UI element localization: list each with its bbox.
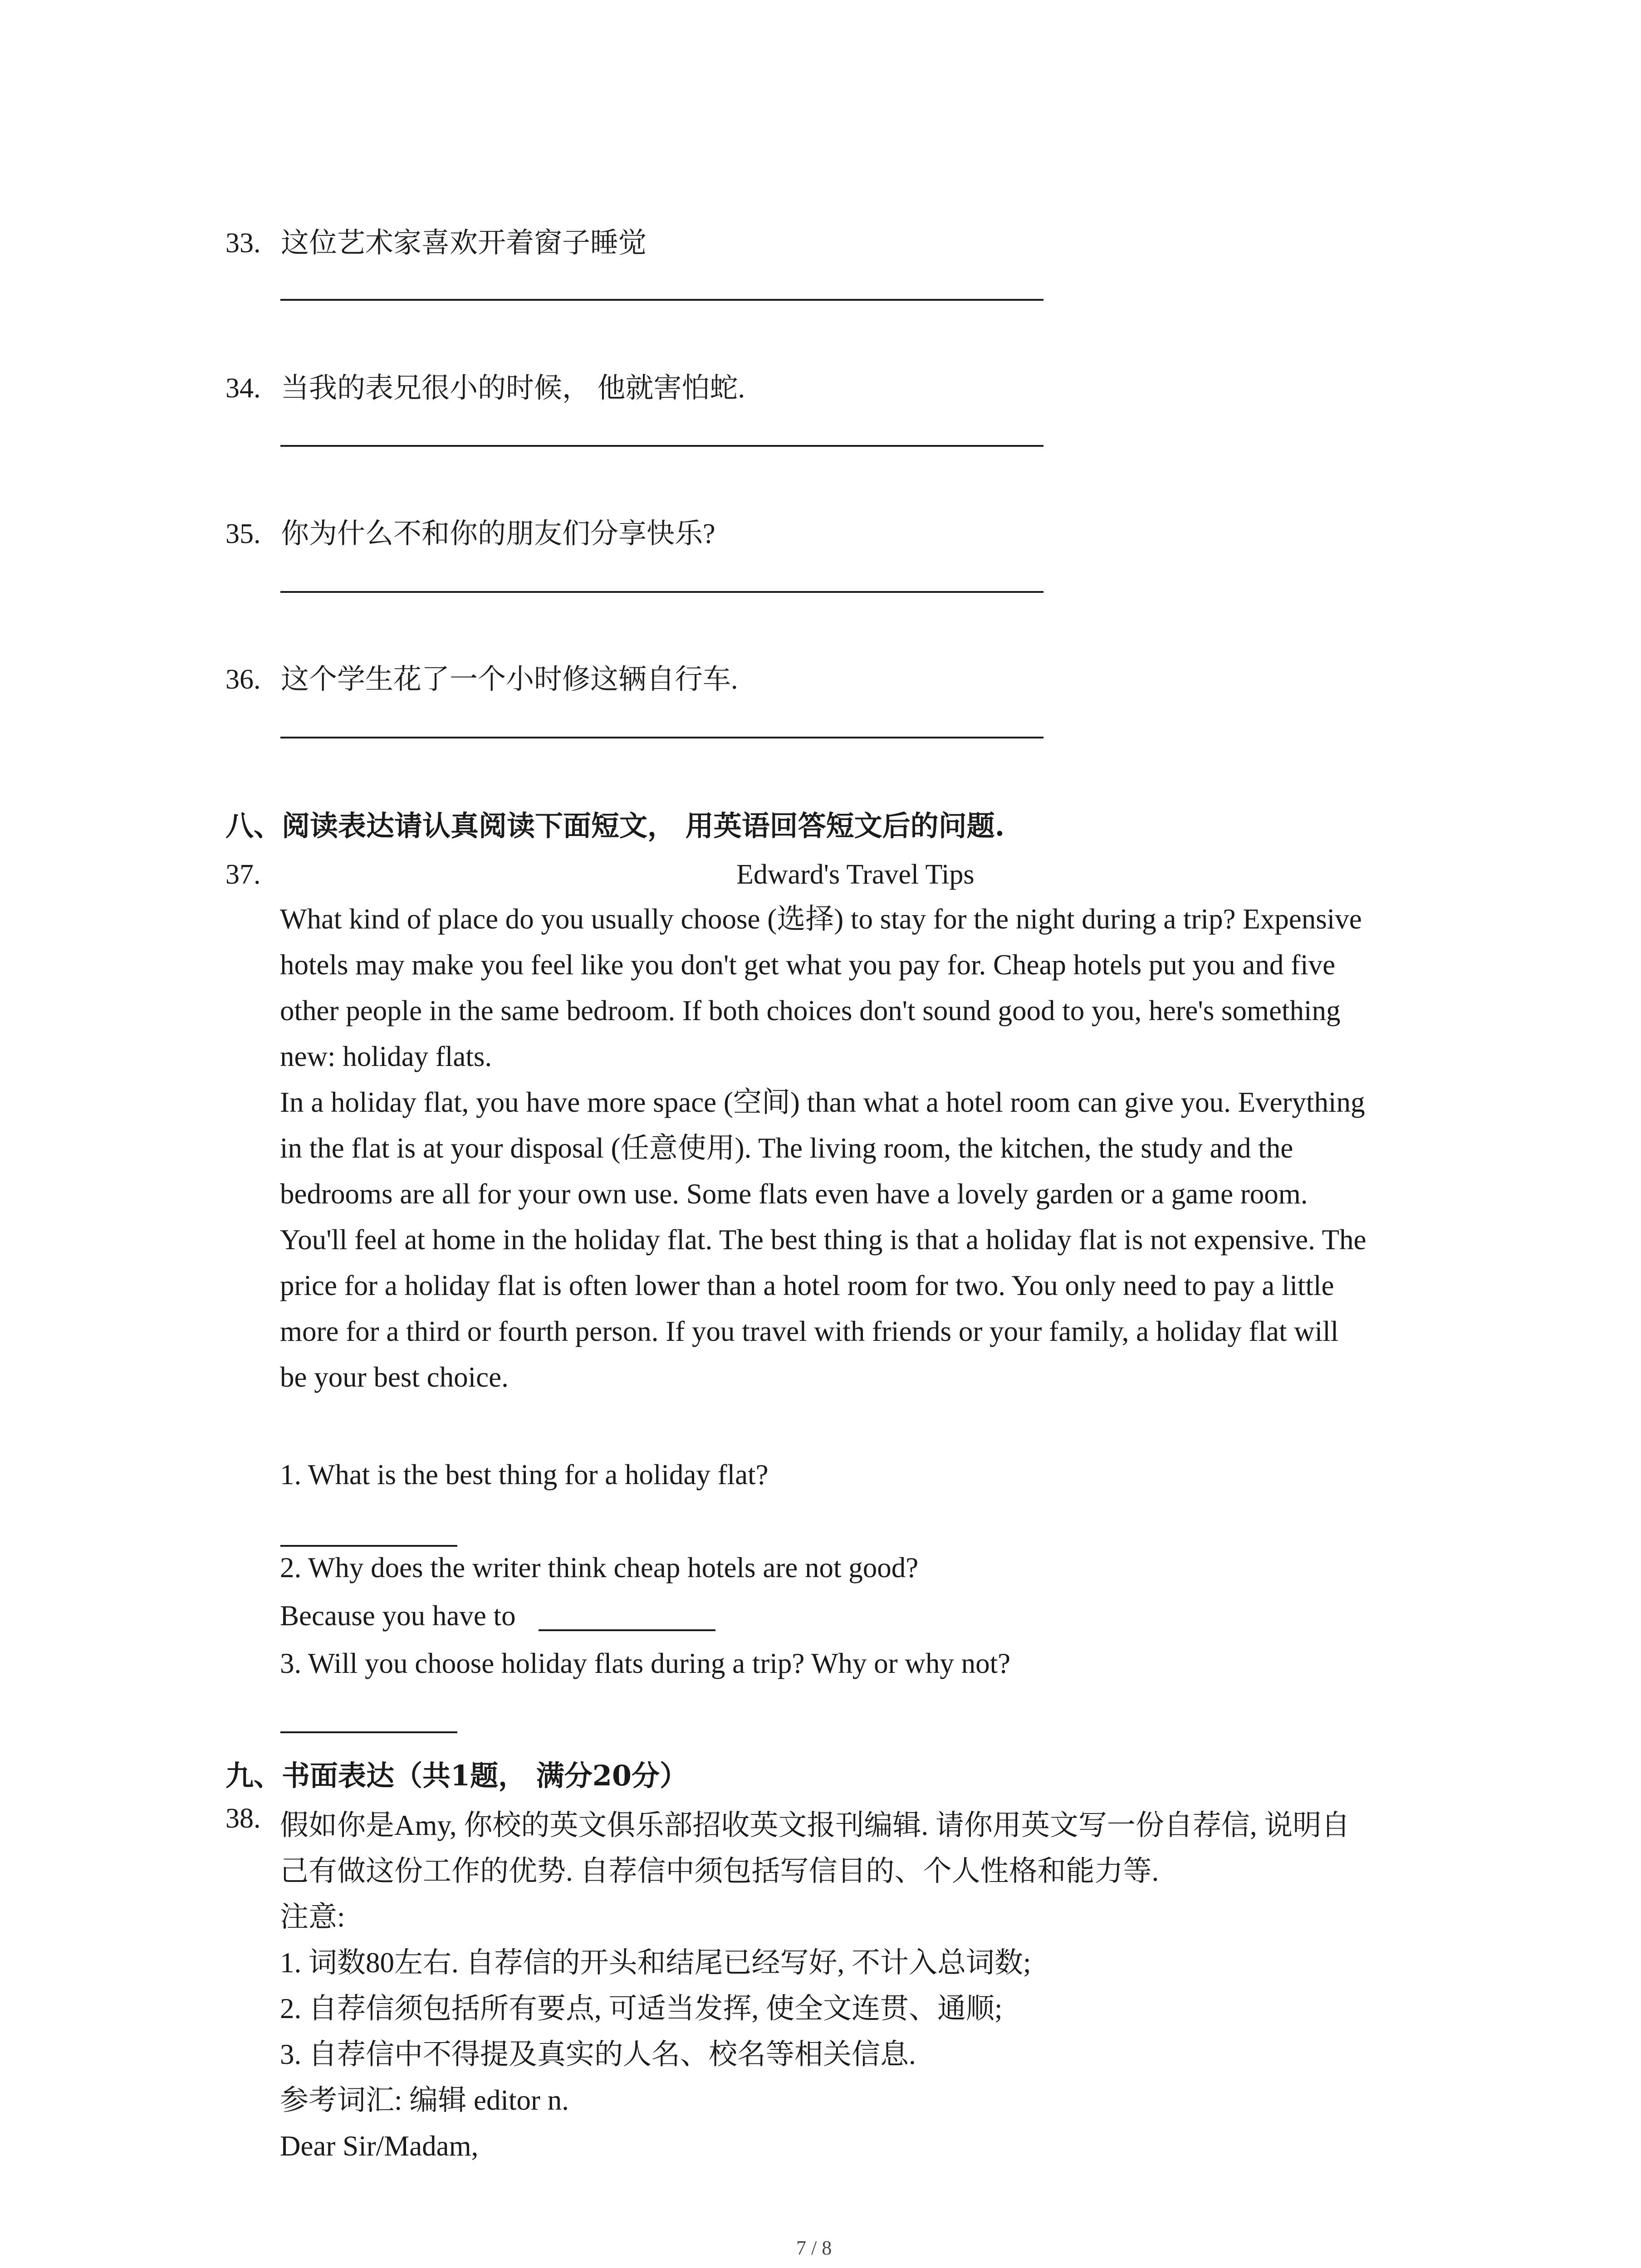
section-9-heading: 九、书面表达（共1题， 满分20分） — [225, 1759, 688, 1792]
question-34 — [225, 365, 745, 406]
question-text: 这位艺术家喜欢开着窗子睡觉 — [281, 228, 647, 259]
question-35 — [225, 511, 715, 551]
passage-line: new: holiday flats. — [280, 1041, 492, 1072]
answer-line-33[interactable] — [280, 299, 1043, 301]
passage-line: What kind of place do you usually choose (选择) to stay for the night during a trip? Expensive — [280, 903, 1362, 935]
question-37-number: 37. — [225, 859, 261, 890]
writing-task — [280, 1803, 1350, 2169]
question-33 — [225, 220, 647, 260]
task-line: 己有做这份工作的优势. 自荐信中须包括写信目的、个人性格和能力等. — [280, 1855, 1159, 1887]
reading-question-2: 2. Why does the writer think cheap hotels are not good? — [280, 1552, 919, 1584]
passage-line: In a holiday flat, you have more space (空间) than what a hotel room can give you. Everything — [280, 1086, 1365, 1118]
question-38-number: 38. — [225, 1803, 261, 1834]
passage-title: Edward's Travel Tips — [736, 859, 975, 890]
task-line: 1. 词数80左右. 自荐信的开头和结尾已经写好, 不计入总词数; — [280, 1947, 1031, 1979]
question-number: 35. — [225, 518, 261, 549]
section-8-heading: 八、阅读表达请认真阅读下面短文， 用英语回答短文后的问题. — [225, 809, 1005, 842]
reading-question-1: 1. What is the best thing for a holiday flat? — [280, 1459, 769, 1491]
passage-line: other people in the same bedroom. If both choices don't sound good to you, here's something — [280, 995, 1341, 1026]
task-line: Dear Sir/Madam, — [280, 2130, 479, 2162]
question-text: 当我的表兄很小的时候， 他就害怕蛇. — [281, 373, 745, 404]
passage-line: bedrooms are all for your own use. Some flats even have a lovely garden or a game room. — [280, 1178, 1308, 1210]
answer-line-36[interactable] — [280, 737, 1043, 738]
task-line: 参考词汇: 编辑 editor n. — [280, 2084, 569, 2116]
answer-line-q3[interactable] — [280, 1731, 457, 1733]
passage-line: price for a holiday flat is often lower than a hotel room for two. You only need to pay a little — [280, 1270, 1334, 1301]
answer-line-35[interactable] — [280, 591, 1043, 593]
question-text: 这个学生花了一个小时修这辆自行车. — [281, 664, 738, 695]
passage — [280, 896, 1366, 1400]
passage-line: more for a third or fourth person. If you travel with friends or your family, a holiday flat will — [280, 1315, 1339, 1347]
question-number: 33. — [225, 228, 261, 259]
reading-question-2-prompt: Because you have to — [280, 1600, 516, 1632]
answer-line-34[interactable] — [280, 445, 1043, 447]
task-line: 2. 自荐信须包括所有要点, 可适当发挥, 使全文连贯、通顺; — [280, 1993, 1003, 2024]
question-36 — [225, 656, 738, 697]
passage-line: in the flat is at your disposal (任意使用). The living room, the kitchen, the study and the — [280, 1132, 1293, 1164]
answer-line-q2[interactable] — [539, 1629, 715, 1631]
passage-line: hotels may make you feel like you don't get what you pay for. Cheap hotels put you and five — [280, 949, 1336, 981]
question-number: 34. — [225, 373, 261, 404]
page-number: 7 / 8 — [796, 2237, 832, 2259]
task-line: 假如你是Amy, 你校的英文俱乐部招收英文报刊编辑. 请你用英文写一份自荐信, 说明自 — [280, 1809, 1350, 1841]
reading-question-3: 3. Will you choose holiday flats during a trip? Why or why not? — [280, 1647, 1011, 1679]
task-line: 3. 自荐信中不得提及真实的人名、校名等相关信息. — [280, 2038, 916, 2070]
passage-line: You'll feel at home in the holiday flat. The best thing is that a holiday flat is not expensive. The — [280, 1224, 1367, 1256]
passage-line: be your best choice. — [280, 1361, 509, 1393]
question-text: 你为什么不和你的朋友们分享快乐? — [281, 518, 715, 549]
task-line: 注意: — [280, 1901, 345, 1933]
question-number: 36. — [225, 664, 261, 695]
